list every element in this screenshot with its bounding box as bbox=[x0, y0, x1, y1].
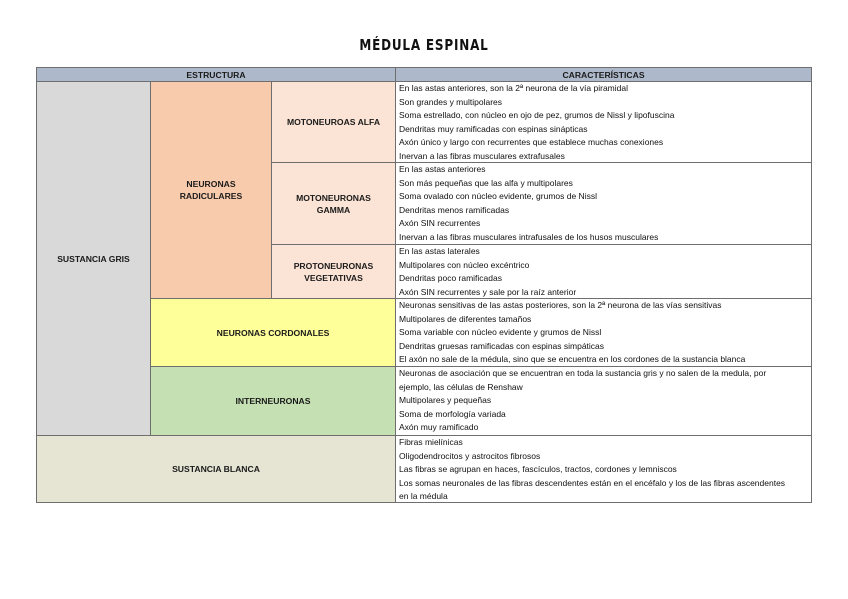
interneuronas-cell: INTERNEURONAS bbox=[150, 366, 396, 436]
list-item: Soma ovalado con núcleo evidente, grumos de Nissl bbox=[399, 191, 597, 201]
alfa-characteristics bbox=[395, 81, 812, 163]
interneuronas-characteristics bbox=[395, 366, 812, 436]
list-item: Multipolares de diferentes tamaños bbox=[399, 313, 532, 324]
list-item: En las astas laterales bbox=[399, 246, 480, 256]
list-item: Dendritas gruesas ramificadas con espinas simpáticas bbox=[399, 340, 605, 351]
motoneuronas-alfa-cell: MOTONEUROAS ALFA bbox=[271, 81, 396, 163]
list-item: Las fibras se agrupan en haces, fascículos, tractos, cordones y lemniscos bbox=[399, 464, 677, 474]
list-item: Neuronas sensitivas de las astas posteriores, son la 2ª neurona de las vías sensitivas bbox=[399, 300, 722, 310]
neuronas-radiculares-cell: NEURONAS RADICULARES bbox=[150, 81, 272, 299]
header-structure: ESTRUCTURA bbox=[36, 67, 396, 82]
list-item: Son más pequeñas que las alfa y multipolares bbox=[399, 177, 573, 188]
cordonales-characteristics bbox=[395, 298, 812, 367]
list-item: Axón único y largo con recurrentes que establece muchas conexiones bbox=[399, 137, 664, 147]
sustancia-blanca-cell: SUSTANCIA BLANCA bbox=[36, 435, 396, 503]
header-characteristics: CARACTERÍSTICAS bbox=[395, 67, 812, 82]
list-item: Inervan a las fibras musculares intrafusales de los husos musculares bbox=[399, 231, 659, 242]
list-item: Axón SIN recurrentes bbox=[399, 218, 481, 228]
list-item: En las astas anteriores bbox=[399, 164, 486, 174]
list-item: Dendritas muy ramificadas con espinas sinápticas bbox=[399, 123, 588, 134]
protoneuronas-vegetativas-cell: PROTONEURONAS VEGETATIVAS bbox=[271, 244, 396, 299]
list-item: Soma estrellado, con núcleo en ojo de pez, grumos de Nissl y lipofuscina bbox=[399, 110, 675, 120]
sustancia-gris-cell: SUSTANCIA GRIS bbox=[36, 81, 151, 436]
list-item: Fibras mielínicas bbox=[399, 437, 463, 447]
list-item: Dendritas poco ramificadas bbox=[399, 273, 502, 283]
protoneuronas-characteristics bbox=[395, 244, 812, 299]
list-item: Inervan a las fibras musculares extrafusales bbox=[399, 150, 565, 161]
list-item: Son grandes y multipolares bbox=[399, 96, 503, 107]
list-item: Los somas neuronales de las fibras descendentes están en el encéfalo y los de las fibras ascendentes en la médula bbox=[399, 477, 786, 501]
spinal-cord-table bbox=[36, 67, 812, 503]
list-item: Multipolares y pequeñas bbox=[399, 395, 492, 405]
list-item: Neuronas de asociación que se encuentran en toda la sustancia gris y no salen de la medula, por ejemplo, las células de Renshaw bbox=[399, 368, 767, 392]
list-item: El axón no sale de la médula, sino que se encuentra en los cordones de la sustancia blanca bbox=[399, 354, 746, 364]
list-item: Axón muy ramificado bbox=[399, 422, 479, 432]
list-item: Soma variable con núcleo evidente y grumos de Nissl bbox=[399, 327, 602, 337]
motoneuronas-gamma-cell: MOTONEURONAS GAMMA bbox=[271, 162, 396, 245]
list-item: Axón SIN recurrentes y sale por la raíz anterior bbox=[399, 286, 577, 297]
list-item: Dendritas menos ramificadas bbox=[399, 204, 510, 215]
sustancia-blanca-characteristics bbox=[395, 435, 812, 503]
gamma-characteristics bbox=[395, 162, 812, 245]
list-item: Soma de morfología variada bbox=[399, 408, 506, 419]
neuronas-cordonales-cell: NEURONAS CORDONALES bbox=[150, 298, 396, 367]
list-item: Oligodendrocitos y astrocitos fibrosos bbox=[399, 450, 541, 461]
page-title: MÉDULA ESPINAL bbox=[359, 36, 489, 54]
list-item: Multipolares con núcleo excéntrico bbox=[399, 259, 530, 270]
list-item: En las astas anteriores, son la 2ª neurona de la vía piramidal bbox=[399, 83, 628, 93]
